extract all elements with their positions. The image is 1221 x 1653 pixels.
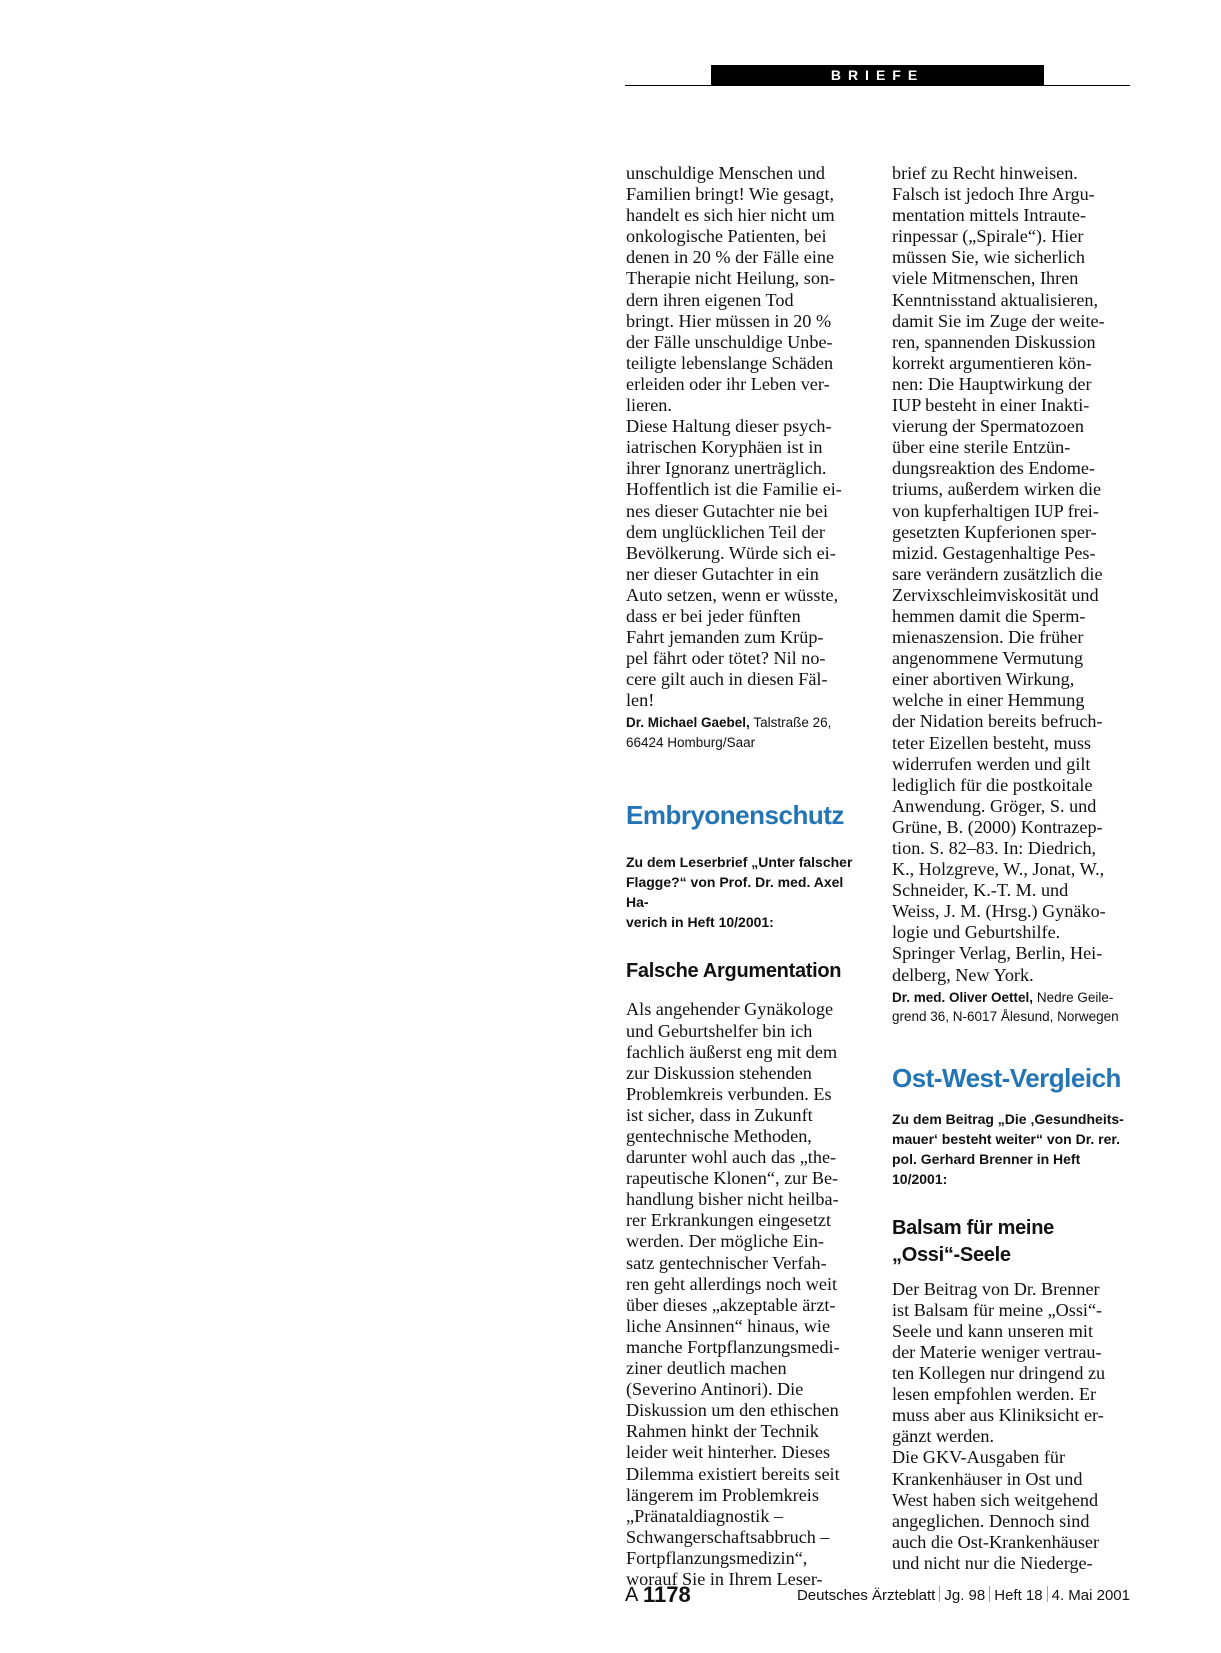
journal-volume: Jg. 98	[944, 1587, 986, 1604]
letter-text: Der Beitrag von Dr. Brenner ist Balsam für meine „Ossi“- Seele und kann unseren mit der Materie weniger vertrau- ten Kollegen nur dringend zu lesen empfohlen werden. Er muss aber aus Kliniksicht er- gänzt werden. Die GKV-Ausgaben für Krankenhäuser in Ost und West haben sich weitgehend angeglichen. Dennoch sind auch die Ost-Krankenhäuser und nicht nur die Niederge-	[892, 1278, 1106, 1573]
signature-address: Nedre Geile- grend 36, N-6017 Ålesund, Norwegen	[892, 989, 1119, 1025]
letter-text: unschuldige Menschen und Familien bringt! Wie gesagt, handelt es sich hier nicht um onkologische Patienten, bei denen in 20 % der Fälle eine Therapie nicht Heilung, son- dern ihren eigenen Tod bringt. Hier müssen in 20 % der Fälle unschuldige Unbe- teiligte lebenslange Schäden erleiden oder ihr Leben ver- lieren. Diese Haltung dieser psych- iatrischen Koryphäen ist in ihrer Ignoranz unerträglich. Hoffentlich ist die Familie ei- nes dieser Gutachter nie bei dem unglücklichen Teil der Bevölkerung. Würde sich ei- ner dieser Gutachter in ein Auto setzen, wenn er wüsste, dass er bei jeder fünften Fahrt jemanden zum Krüp- pel fährt oder tötet? Nil no- cere gilt auch in diesen Fäl- len!	[626, 163, 842, 711]
left-column	[626, 163, 866, 1590]
letter-text: brief zu Recht hinweisen. Falsch ist jedoch Ihre Argu- mentation mittels Intraute- rinpessar („Spirale“). Hier müssen Sie, wie sicherlich viele Mitmenschen, Ihren Kenntnisstand aktualisieren, damit Sie im Zuge der weite- ren, spannenden Diskussion korrekt argumentieren kön- nen: Die Hauptwirkung der IUP besteht in einer Inakti- vierung der Spermatozoen über eine sterile Entzün- dungsreaktion des Endome- triums, außerdem wirken die von kupferhaltigen IUP frei- gesetzten Kupferionen sper- mizid. Gestagenhaltige Pes- sare verändern zusätzlich die Zervixschleimviskosität und hemmen damit die Sperm- mienaszension. Die früher angenommene Vermutung einer abortiven Wirkung, welche in einer Hemmung der Nidation bereits befruch- teter Eizellen besteht, muss widerrufen werden und gilt lediglich für die postkoitale Anwendung. Gröger, S. und Grüne, B. (2000) Kontrazep- tion. S. 82–83. In: Diedrich, K., Holzgreve, W., Jonat, W., Schneider, K.-T. M. und Weiss, J. M. (Hrsg.) Gynäko- logie und Geburtshilfe. Springer Verlag, Berlin, Hei- delberg, New York.	[892, 163, 1106, 985]
journal-name: Deutsches Ärzteblatt	[796, 1587, 936, 1604]
letter-subheading: Balsam für meine „Ossi“-Seele	[892, 1216, 1054, 1266]
page-footer	[625, 1584, 1130, 1610]
page-prefix: A	[625, 1584, 639, 1606]
journal-date: 4. Mai 2001	[1051, 1587, 1130, 1604]
journal-info	[797, 1586, 1130, 1604]
signature-name: Dr. Michael Gaebel,	[626, 715, 750, 731]
signature	[626, 713, 866, 752]
article-intro: Zu dem Beitrag „Die ‚Gesundheits- mauer‘ besteht weiter“ von Dr. rer. pol. Gerhard Brenner in Heft 10/2001:	[892, 1110, 1124, 1187]
page-number: 1178	[643, 1582, 691, 1607]
article-intro: Zu dem Leserbrief „Unter falscher Flagge?“ von Prof. Dr. med. Axel Ha- verich in Heft 10/2001:	[626, 854, 853, 931]
separator	[989, 1586, 990, 1602]
separator	[1047, 1586, 1048, 1602]
signature-name: Dr. med. Oliver Oettel,	[892, 989, 1034, 1005]
letter-subheading: Falsche Argumentation	[626, 960, 842, 983]
section-label: BRIEFE	[711, 65, 1044, 85]
signature-address: Talstraße 26, 66424 Homburg/Saar	[626, 715, 832, 750]
article-heading: Ost-West-Vergleich	[892, 1062, 1121, 1093]
separator	[939, 1586, 940, 1602]
header-rule	[625, 85, 1130, 86]
journal-issue: Heft 18	[994, 1587, 1043, 1604]
article-heading: Embryonenschutz	[626, 800, 844, 831]
right-column	[892, 163, 1132, 1574]
signature	[892, 988, 1132, 1027]
letter-text: Als angehender Gynäkologe und Geburtshelfer bin ich fachlich äußerst eng mit dem zur Diskussion stehenden Problemkreis verbunden. Es ist sicher, dass in Zukunft gentechnische Methoden, darunter wohl auch das „the- rapeutische Klonen“, zur Be- handlung bisher nicht heilba- rer Erkrankungen eingesetzt werden. Der mögliche Ein- satz gentechnischer Verfah- ren geht allerdings noch weit über dieses „akzeptable ärzt- liche Ansinnen“ hinaus, wie manche Fortpflanzungsmedi- ziner deutlich machen (Severino Antinori). Die Diskussion um den ethischen Rahmen hinkt der Technik leider weit hinterher. Dieses Dilemma existiert bereits seit längerem im Problemkreis „Pränataldiagnostik – Schwangerschaftsabbruch – Fortpflanzungsmedizin“, worauf Sie in Ihrem Leser-	[626, 999, 840, 1589]
